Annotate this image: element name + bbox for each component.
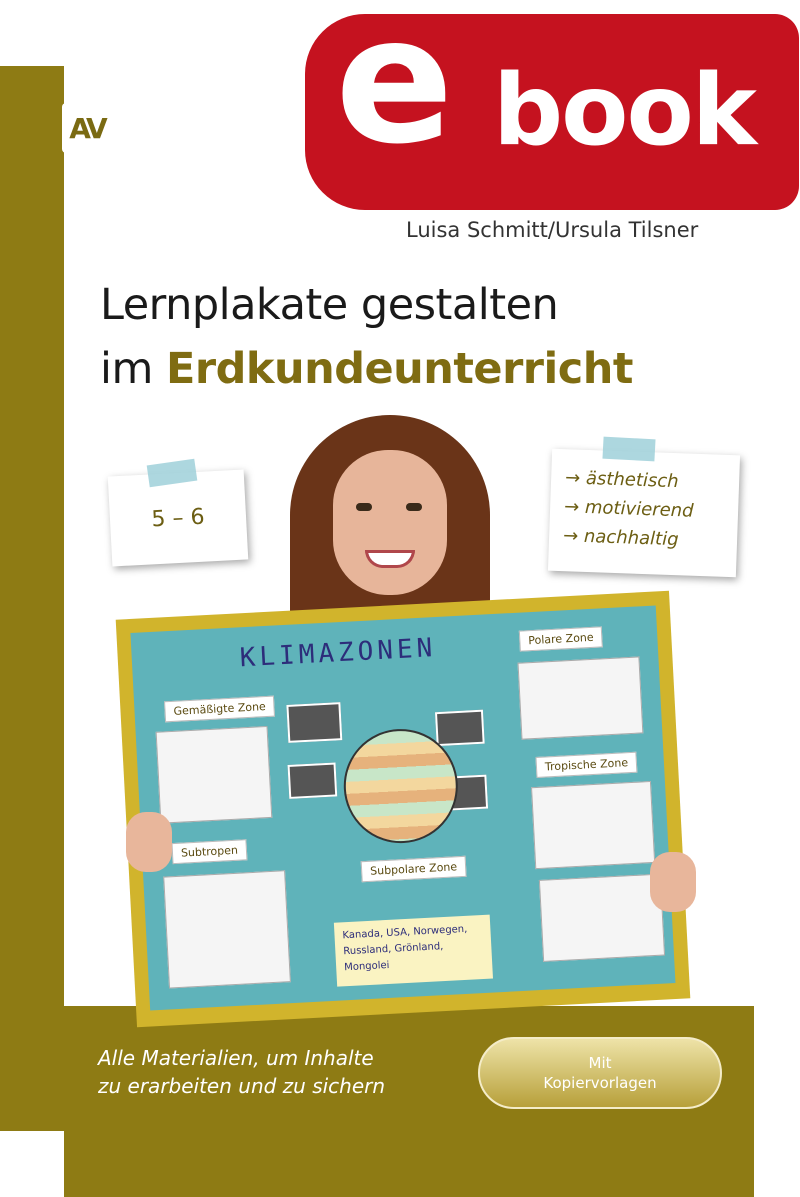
publisher-name: Auer [130,106,220,150]
tape-strip [602,437,655,462]
right-hand [650,852,696,912]
book-title-prefix: im [100,344,167,394]
poster-label: Subtropen [171,839,247,864]
copy-templates-badge [478,1037,722,1109]
poster-photo [286,702,342,743]
poster-worksheet [156,726,273,824]
poster-title: KLIMAZONEN [239,633,437,674]
left-eye [356,503,372,511]
ebook-badge-e: e [335,0,454,183]
slogan-line: Alle Materialien, um Inhalte [98,1046,374,1070]
right-eye [406,503,422,511]
poster-label: Gemäßigte Zone [164,696,275,723]
book-title-accent: Erdkundeunterricht [166,344,633,394]
ebook-badge-book: book [493,54,755,168]
poster-label: Tropische Zone [535,752,637,778]
poster-country-note: Kanada, USA, Norwegen, Russland, Grönland, Mongolei [334,915,493,987]
badge-line: Mit [588,1054,612,1072]
slogan-line: zu erarbeiten und zu sichern [98,1074,386,1098]
poster-photo [288,762,338,798]
climate-poster [116,591,691,1027]
poster-worksheet [518,656,644,739]
book-title-line2 [100,344,633,394]
slogan [98,1044,385,1100]
publisher-logo [62,103,219,153]
feature-item: → nachhaltig [562,525,679,551]
cover-edge-strip [754,1006,800,1197]
poster-label: Subpolare Zone [361,856,467,882]
feature-card [548,449,740,577]
book-title-line1: Lernplakate gestalten [100,280,559,330]
feature-item: → ästhetisch [564,467,679,493]
girl-face [333,450,447,595]
poster-photo [435,710,485,746]
poster-worksheet [531,781,655,869]
badge-line: Kopiervorlagen [543,1074,657,1092]
left-hand [126,812,172,872]
authors: Luisa Schmitt/Ursula Tilsner [406,218,699,242]
poster-worksheet [539,874,665,962]
poster-worksheet [163,870,291,988]
ebook-badge [305,0,799,210]
poster-board [130,605,675,1010]
grade-card: 5 – 6 [108,470,249,567]
poster-label: Polare Zone [519,626,603,651]
publisher-logo-mark: AV [62,103,112,153]
feature-item: → motivierend [563,496,694,522]
